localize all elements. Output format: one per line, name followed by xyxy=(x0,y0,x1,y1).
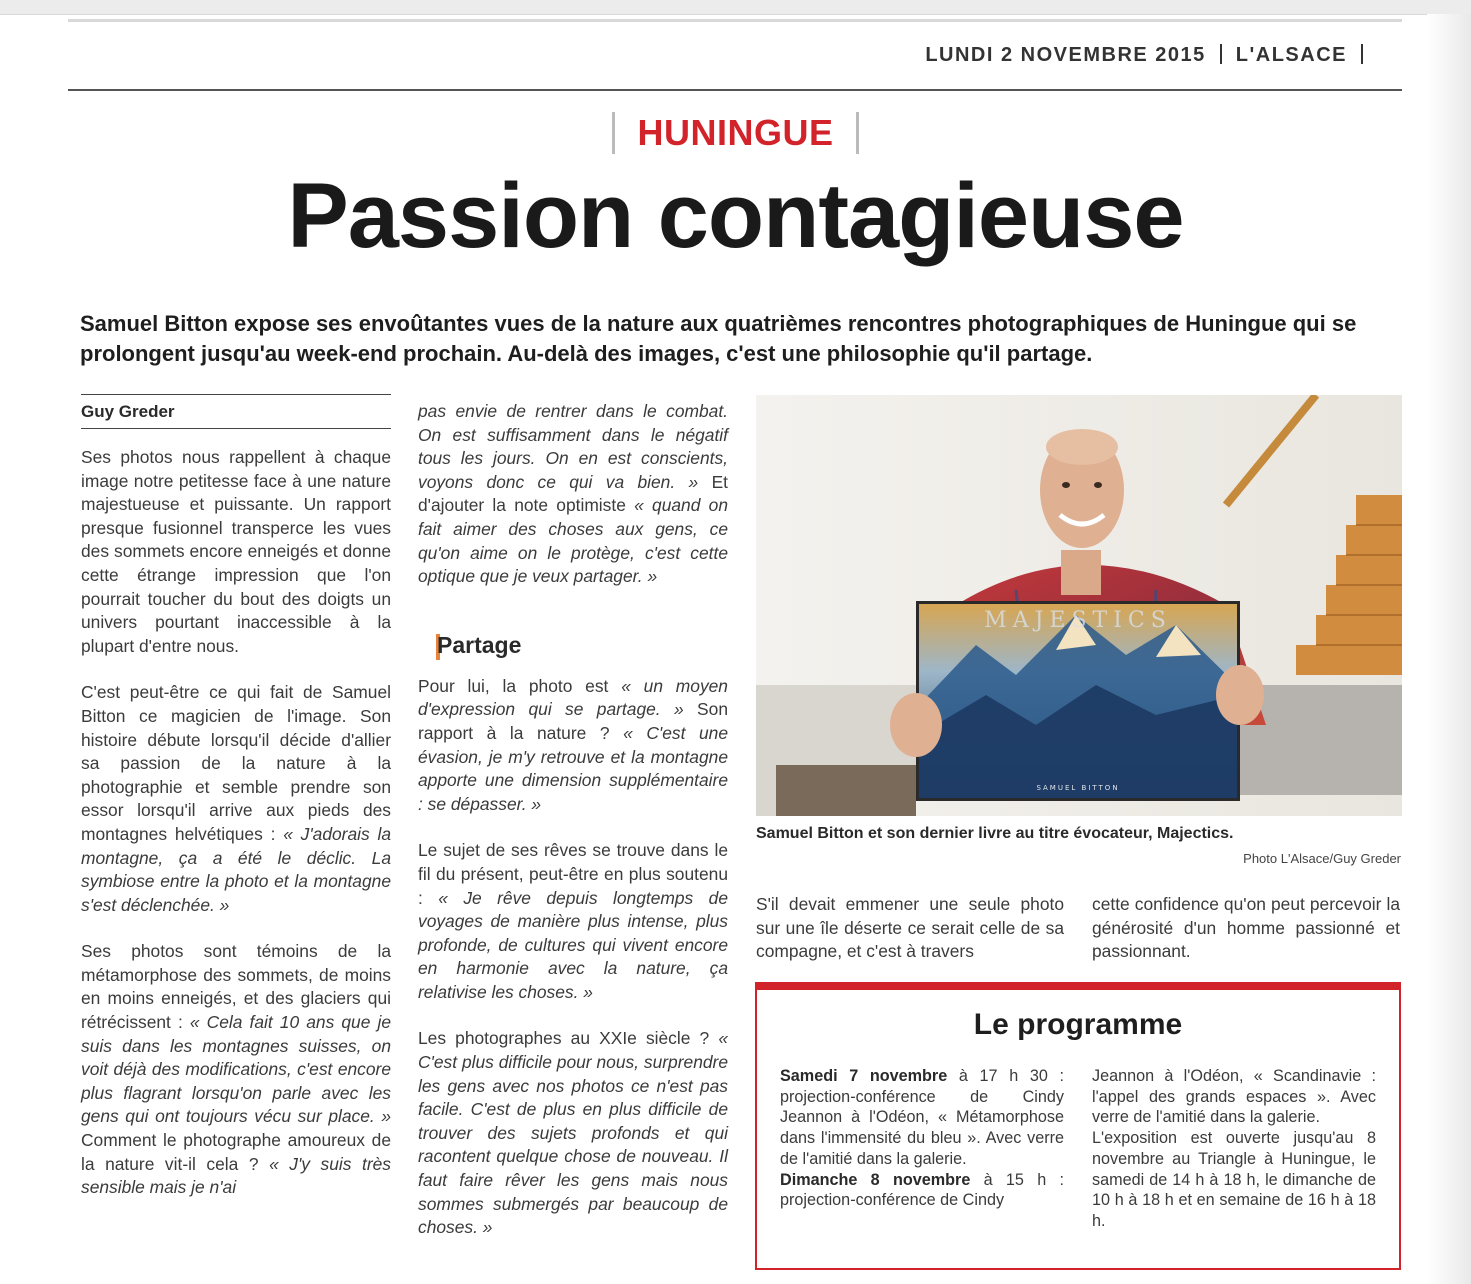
programme-text: L'exposition est ouverte jusqu'au 8 novembre au Triangle à Huningue, le samedi de 14 h à 18 h, le dimanche de 10 h à 18 h et en semaine de 16 h à 18 h. xyxy=(1092,1129,1376,1230)
article-lead: Samuel Bitton expose ses envoûtantes vues de la nature aux quatrièmes rencontres photographiques de Huningue qui se prolongent jusqu'au week-end prochain. Au-delà des images, c'est une philosophie qu'il partage. xyxy=(80,311,1357,366)
quote: pas envie de rentrer dans le combat. On est suffisamment dans le négatif tous les jours. On en est conscients, voyons donc ce qui va bien. » xyxy=(418,401,728,492)
kicker-bar-right xyxy=(856,112,859,154)
headline: Passion contagieuse xyxy=(287,165,1184,267)
masthead-rule xyxy=(68,89,1402,91)
byline: Guy Greder xyxy=(81,402,175,421)
quote: « J'adorais la montagne, ça a été le déclic. La symbiose entre la photo et la montagne s'est déclenchée. » xyxy=(81,823,391,915)
paragraph xyxy=(81,681,391,917)
masthead-paper-name: L'ALSACE xyxy=(1235,44,1347,66)
paragraph xyxy=(418,1027,728,1239)
masthead xyxy=(925,44,1377,67)
byline-rule-bottom xyxy=(81,428,391,429)
masthead-separator xyxy=(1220,44,1222,64)
paragraph-text: C'est peut-être ce qui fait de Samuel Bitton ce magicien de l'image. Son histoire débute lorsqu'il décide d'allier sa passion de la nature à la photographie et semble prendre son essor lorsqu'il arrive aux pieds des montagnes helvétiques : xyxy=(81,682,391,844)
paragraph xyxy=(418,675,728,817)
paragraph-text: Le sujet de ses rêves se trouve dans le fil du présent, peut-être en plus soutenu : xyxy=(418,840,728,908)
quote: « Je rêve depuis longtemps de voyages de manière plus intense, plus profonde, de cultures qui vivent encore en harmonie avec la nature, ça relativise les choses. » xyxy=(418,887,728,1002)
paragraph-text: Et d'ajouter la note optimiste xyxy=(418,471,728,516)
subhead: Partage xyxy=(437,632,522,658)
paragraph-text: Les photographes au XXIe siècle ? xyxy=(418,1028,719,1049)
photo-credit: Photo L'Alsace/Guy Greder xyxy=(1243,851,1401,866)
paragraph-text: Ses photos sont témoins de la métamorphose des sommets, de moins en moins enneigés, et des glaciers qui rétrécissent : xyxy=(81,941,391,1033)
quote: « un moyen d'expression qui se partage. » xyxy=(418,675,728,720)
kicker-location: HUNINGUE xyxy=(637,112,834,153)
programme-text: à 17 h 30 : projection-conférence de Cindy Jeannon à l'Odéon, « Métamorphose dans l'immensité du bleu ». Avec verre de l'amitié dans la galerie. xyxy=(780,1067,1064,1168)
programme-text: à 15 h : projection-conférence de Cindy xyxy=(780,1170,1065,1210)
quote: « Cela fait 10 ans que je suis dans les montagnes suisses, on voit déjà des modifications, c'est encore plus flagrant lorsqu'on parle avec les gens qui ont toujours vécu sur place. » xyxy=(81,1012,391,1127)
paragraph-text: Pour lui, la photo est xyxy=(418,675,622,696)
article-photo xyxy=(756,395,1402,816)
paragraph-text: Ses photos nous rappellent à chaque image notre petitesse face à une nature majestueuse et puissante. Un rapport presque fusionnel transperce les vues des sommets encore enneigés et donne cette étrange impression que l'on pourrait toucher du bout des doigts un univers pourtant inaccessible à la plupart d'entre nous. xyxy=(81,447,391,656)
book-title: MAJESTICS xyxy=(984,608,1172,633)
paragraph-text: Comment le photographe amoureux de la nature vit-il cela ? xyxy=(81,1130,391,1174)
photo-caption: Samuel Bitton et son dernier livre au titre évocateur, Majectics. xyxy=(756,825,1234,842)
masthead-separator-end xyxy=(1361,44,1363,64)
paragraph xyxy=(81,446,391,658)
paragraph xyxy=(418,400,728,589)
paragraph-text: Son rapport à la nature ? xyxy=(418,699,728,743)
programme-box xyxy=(755,982,1401,1270)
top-rule xyxy=(68,19,1402,22)
paragraph xyxy=(418,839,728,1004)
photo-illustration xyxy=(756,395,1402,816)
quote: « C'est une évasion, je m'y retrouve et la montagne apporte une dimension supplémentaire : se dépasser. » xyxy=(418,722,728,814)
article-column-2 xyxy=(418,400,728,1263)
quote: « quand on fait aimer des choses aux gens, ce qu'on aime on le protège, c'est cette optique que je veux partager. » xyxy=(418,495,728,587)
programme-title: Le programme xyxy=(973,1008,1183,1041)
kicker xyxy=(0,112,1471,154)
programme-column-2 xyxy=(1092,1066,1376,1232)
kicker-bar-left xyxy=(612,112,615,154)
masthead-date: LUNDI 2 NOVEMBRE 2015 xyxy=(925,44,1206,66)
programme-date: Samedi 7 novembre xyxy=(780,1067,948,1085)
paragraph xyxy=(81,940,391,1200)
programme-text: Jeannon à l'Odéon, « Scandinavie : l'appel des grands espaces ». Avec verre de l'amitié dans la galerie. xyxy=(1092,1067,1376,1127)
article-column-1 xyxy=(81,446,391,1223)
quote: « J'y suis très sensible mais je n'ai xyxy=(81,1153,391,1198)
book-author: SAMUEL BITTON xyxy=(1036,784,1120,792)
programme-date: Dimanche 8 novembre xyxy=(780,1170,971,1189)
article-column-3a: S'il devait emmener une seule photo sur une île déserte ce serait celle de sa compagne, et c'est à travers xyxy=(756,894,1064,962)
programme-column-1 xyxy=(780,1066,1064,1211)
byline-rule-top xyxy=(81,394,391,395)
article-column-3b: cette confidence qu'on peut percevoir la générosité d'un homme passionné et passionnant. xyxy=(1092,894,1400,962)
quote: « C'est plus difficile pour nous, surprendre les gens avec nos photos ce n'est pas facile. C'est de plus en plus difficile de trouver des sujets profonds et qui racontent quelque chose de nouveau. Il faut faire rêver les gens mais nous sommes submergés par beaucoup de choses. » xyxy=(418,1028,728,1238)
